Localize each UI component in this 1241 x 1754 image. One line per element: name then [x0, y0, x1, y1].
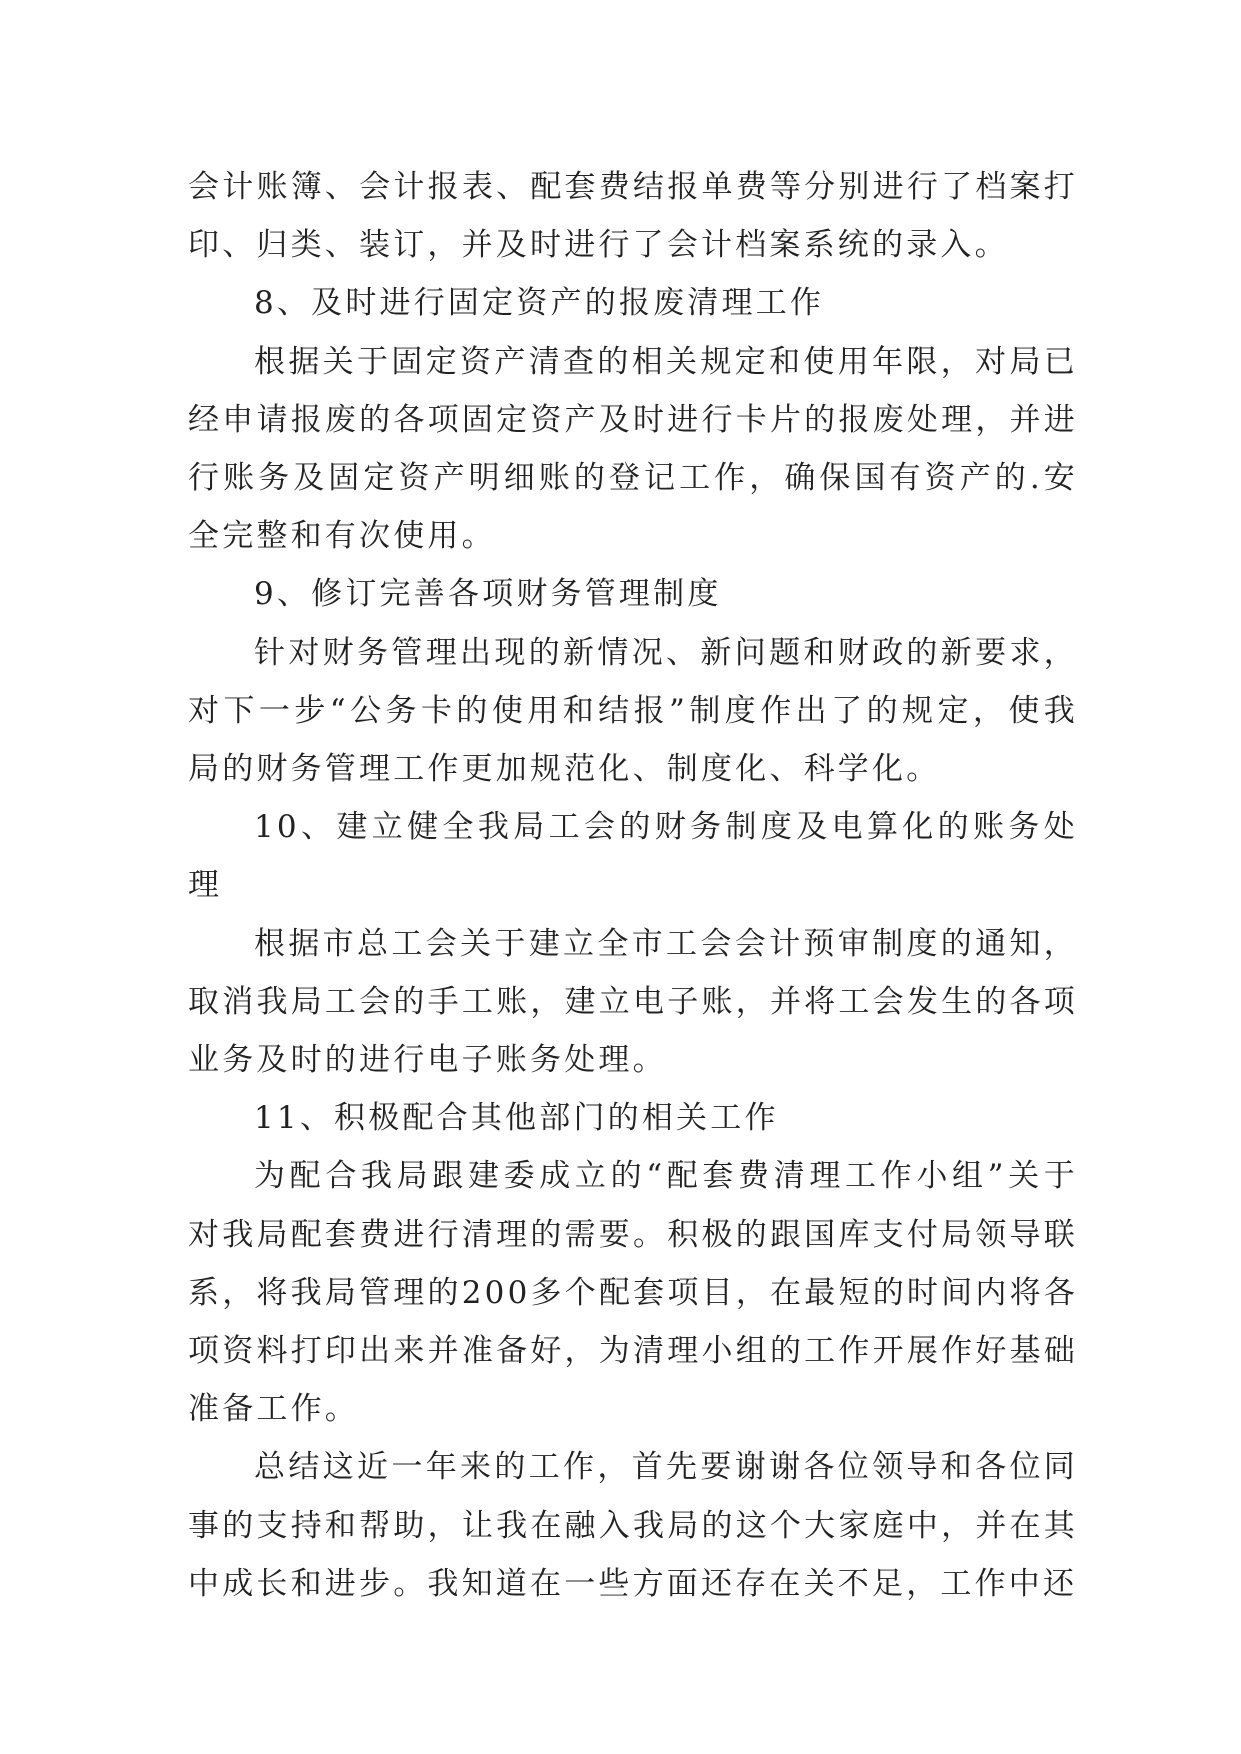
section-heading-11: 11、积极配合其他部门的相关工作: [254, 1100, 779, 1137]
paragraph-summary: 总结这近一年来的工作，首先要谢谢各位领导和各位同事的支持和帮助，让我在融入我局的这个大家庭中，并在其中成长和进步。我知道在一些方面还存在关不足，工作中还: [188, 1449, 1078, 1602]
paragraph-financial-rules: 针对财务管理出现的新情况、新问题和财政的新要求，对下一步“公务卡的使用和结报”制度作出了的规定，使我局的财务管理工作更加规范化、制度化、科学化。: [188, 634, 1078, 788]
section-heading-8: 8、及时进行固定资产的报废清理工作: [254, 285, 825, 322]
section-heading-9: 9、修订完善各项财务管理制度: [254, 576, 722, 613]
paragraph-cooperation: 为配合我局跟建委成立的“配套费清理工作小组”关于对我局配套费进行清理的需要。积极的跟国库支付局领导联系，将我局管理的200多个配套项目，在最短的时间内将各项资料打印出来并准备好，为清理小组的工作开展作好基础准备工作。: [188, 1158, 1078, 1428]
paragraph-union-accounts: 根据市总工会关于建立全市工会会计预审制度的通知，取消我局工会的手工账，建立电子账，并将工会发生的各项业务及时的进行电子账务处理。: [188, 925, 1078, 1079]
section-heading-10: 10、建立健全我局工会的财务制度及电算化的账务处理: [188, 809, 1078, 904]
paragraph-fixed-assets: 根据关于固定资产清查的相关规定和使用年限，对局已经申请报废的各项固定资产及时进行卡片的报废处理，并进行账务及固定资产明细账的登记工作，确保国有资产的.安全完整和有次使用。: [188, 343, 1078, 555]
paragraph-continuation: 会计账簿、会计报表、配套费结报单费等分别进行了档案打印、归类、装订，并及时进行了会计档案系统的录入。: [188, 169, 1078, 264]
document-body: [188, 158, 1078, 1613]
